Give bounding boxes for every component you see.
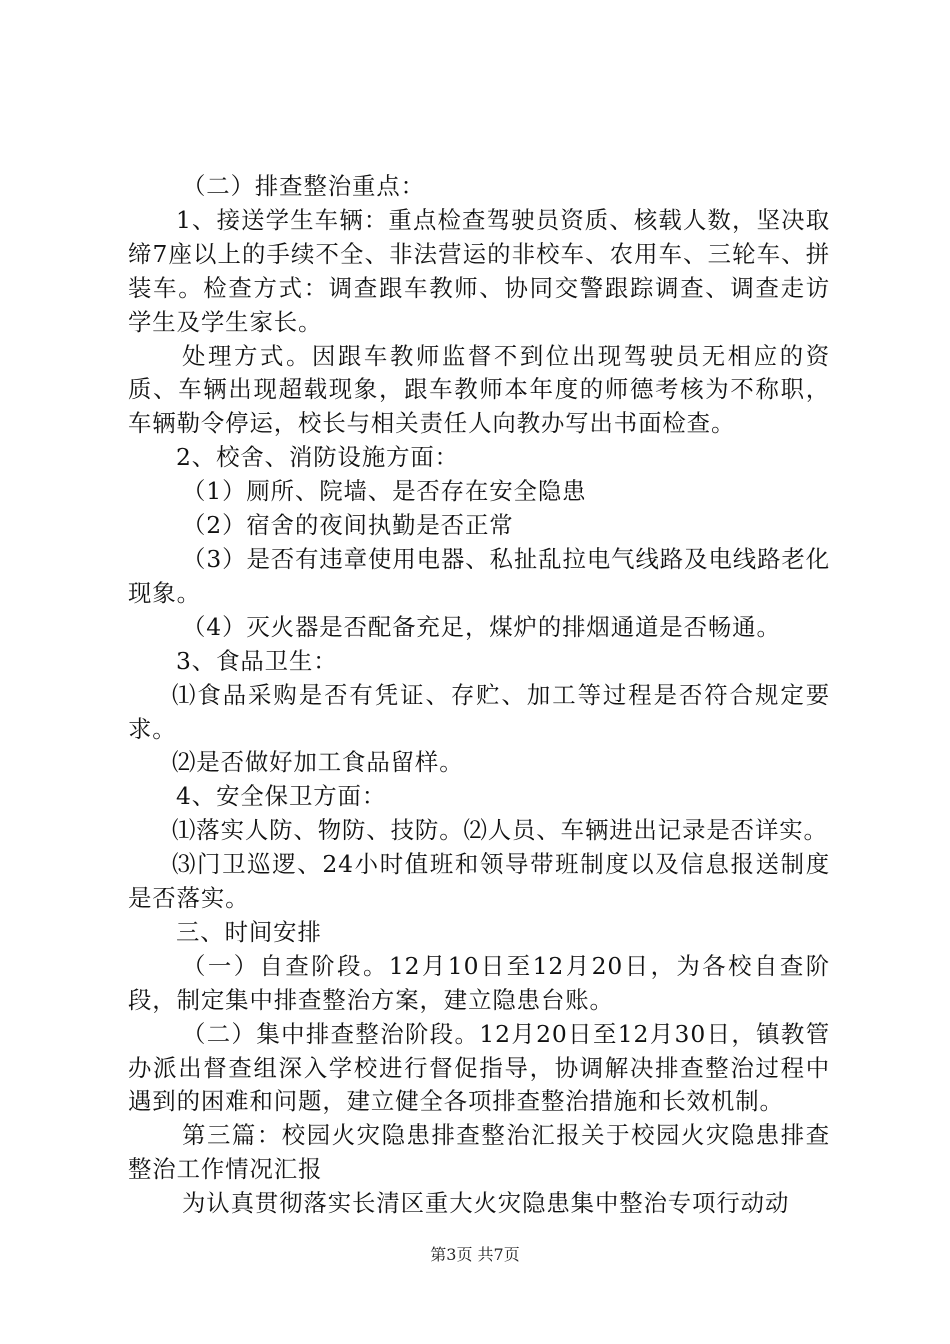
section-heading-key-points: （二）排查整治重点： xyxy=(182,172,425,200)
paragraph-student-vehicles: 1、接送学生车辆：重点检查驾驶员资质、核载人数，坚决取缔7座以上的手续不全、非法营运的非校车、农用车、三轮车、拼装车。检查方式：调查跟车教师、协同交警跟踪调查、调查走访学生及学生家长。 xyxy=(128,205,830,336)
paragraph-school-buildings-heading: 2、校舍、消防设施方面： xyxy=(176,443,459,472)
paragraph-item-dormitory: （2）宿舍的夜间执勤是否正常 xyxy=(182,511,514,540)
paragraph-food-samples: ⑵是否做好加工食品留样。 xyxy=(172,748,464,777)
paragraph-food-procurement: ⑴食品采购是否有凭证、存贮、加工等过程是否符合规定要求。 xyxy=(128,680,830,743)
document-body xyxy=(128,170,830,1221)
paragraph-self-inspection-stage: （一）自查阶段。12月10日至12月20日，为各校自查阶段，制定集中排查整治方案，建立隐患台账。 xyxy=(128,951,830,1014)
paragraph-security-measures: ⑴落实人防、物防、技防。⑵人员、车辆进出记录是否详实。 xyxy=(172,816,828,845)
paragraph-report-intro: 为认真贯彻落实长清区重大火灾隐患集中整治专项行动动 xyxy=(182,1189,790,1218)
chapter-heading-part-three: 第三篇：校园火灾隐患排查整治汇报关于校园火灾隐患排查整治工作情况汇报 xyxy=(128,1121,830,1184)
page-number-footer: 第3页 共7页 xyxy=(430,1245,520,1264)
paragraph-item-fire-extinguisher: （4）灭火器是否配备充足，煤炉的排烟通道是否畅通。 xyxy=(182,612,781,641)
paragraph-food-hygiene-heading: 3、食品卫生： xyxy=(176,646,338,675)
paragraph-item-toilets: （1）厕所、院墙、是否存在安全隐患 xyxy=(182,477,587,506)
paragraph-security-patrol: ⑶门卫巡逻、24小时值班和领导带班制度以及信息报送制度是否落实。 xyxy=(128,850,830,913)
paragraph-security-heading: 4、安全保卫方面： xyxy=(176,782,387,811)
paragraph-handling-method: 处理方式。因跟车教师监督不到位出现驾驶员无相应的资质、车辆出现超载现象，跟车教师本年度的师德考核为不称职，车辆勒令停运，校长与相关责任人向教办写出书面检查。 xyxy=(128,341,830,438)
section-heading-schedule: 三、时间安排 xyxy=(176,917,322,946)
paragraph-centralized-stage: （二）集中排查整治阶段。12月20日至12月30日，镇教管办派出督查组深入学校进行督促指导，协调解决排查整治过程中遇到的困难和问题，建立健全各项排查整治措施和长效机制。 xyxy=(128,1019,830,1116)
paragraph-item-electrical: （3）是否有违章使用电器、私扯乱拉电气线路及电线路老化现象。 xyxy=(128,544,830,607)
